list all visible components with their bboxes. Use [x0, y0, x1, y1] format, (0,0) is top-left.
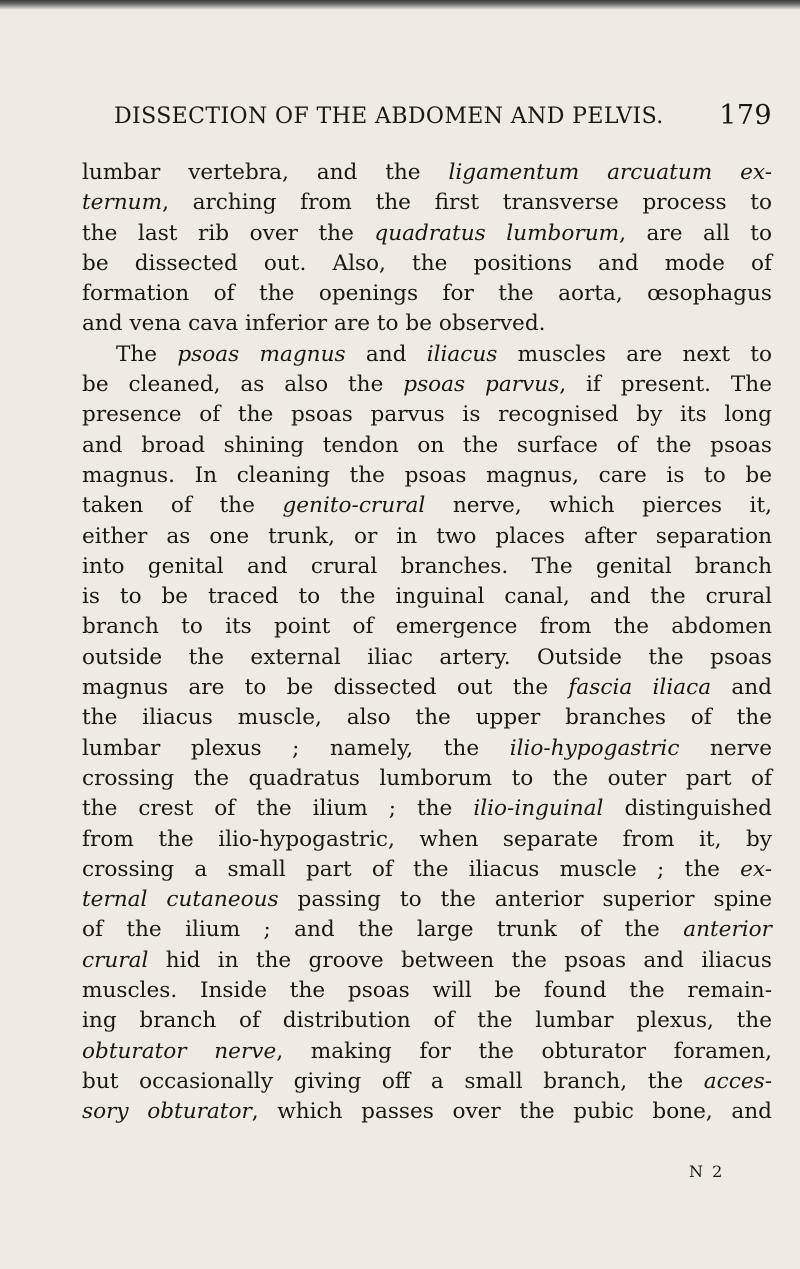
text-line: [82, 522, 772, 552]
text-run: presence of the psoas parvus is recognised by its long: [82, 402, 772, 428]
text-run: nerve: [679, 735, 772, 761]
italic-term: anterior: [683, 917, 772, 943]
scan-edge-shadow: [0, 0, 800, 10]
italic-term: quadratus lumborum: [374, 220, 620, 246]
text-line: [82, 279, 772, 309]
text-run: branch to its point of emergence from the abdomen: [82, 614, 772, 640]
text-run: is to be traced to the inguinal canal, and the crural: [82, 584, 772, 610]
italic-term: ligamentum arcuatum ex-: [448, 160, 773, 185]
text-line: [82, 825, 772, 855]
text-line: [82, 219, 772, 249]
italic-term: fascia iliaca: [568, 675, 712, 701]
text-run: The: [116, 341, 178, 367]
text-run: formation of the openings for the aorta, œsophagus: [82, 281, 772, 307]
italic-term: ilio-hypogastric: [509, 735, 680, 761]
text-line: [82, 552, 772, 582]
text-line: [82, 158, 772, 188]
text-line: [82, 885, 772, 915]
text-run: distinguished: [603, 796, 772, 822]
text-run: magnus. In cleaning the psoas magnus, care is to be: [82, 462, 772, 488]
text-line: [82, 1067, 772, 1097]
signature-mark: N 2: [689, 1162, 725, 1181]
text-run: crossing the quadratus lumborum to the outer part of: [82, 765, 772, 791]
text-run: magnus are to be dissected out the: [82, 675, 569, 701]
italic-term: sory obturator: [82, 1099, 252, 1125]
text-run: , which passes over the pubic bone, and: [251, 1099, 772, 1125]
text-line: [82, 461, 772, 491]
text-run: hid in the groove between the psoas and iliacus: [148, 947, 772, 973]
text-line: [82, 734, 772, 764]
body-text: [82, 158, 772, 1128]
text-line: [82, 946, 772, 976]
italic-term: ilio-inguinal: [473, 796, 604, 822]
italic-term: ex-: [740, 856, 772, 882]
text-run: and: [345, 341, 427, 367]
text-run: the iliacus muscle, also the upper branches of the: [82, 705, 772, 731]
text-run: the last rib over the: [82, 220, 375, 246]
text-line: [82, 915, 772, 945]
text-run: muscles. Inside the psoas will be found the remain-: [82, 978, 772, 1004]
page-number: 179: [719, 100, 772, 131]
italic-term: acces-: [703, 1068, 772, 1094]
running-head: [114, 100, 772, 134]
text-line: [82, 794, 772, 824]
text-line: [82, 400, 772, 430]
text-run: from the ilio-hypogastric, when separate from it, by: [82, 826, 772, 852]
text-run: muscles are next to: [497, 341, 772, 367]
text-line: [82, 976, 772, 1006]
text-run: but occasionally giving off a small branch, the: [82, 1068, 704, 1094]
text-line: [82, 764, 772, 794]
text-run: and broad shining tendon on the surface of the psoas: [82, 432, 772, 458]
italic-term: ternal cutaneous: [82, 887, 279, 913]
text-run: and: [711, 675, 772, 701]
text-line: [82, 582, 772, 612]
text-run: be cleaned, as also the: [82, 372, 404, 398]
text-run: , making for the obturator foramen,: [276, 1038, 772, 1064]
text-run: passing to the anterior superior spine: [278, 887, 773, 913]
text-run: crossing a small part of the iliacus muscle ; the: [82, 856, 741, 882]
italic-term: psoas parvus: [403, 372, 560, 398]
text-run: taken of the: [82, 493, 283, 519]
text-run: outside the external iliac artery. Outside the psoas: [82, 644, 772, 670]
text-line: [82, 643, 772, 673]
text-line: [82, 703, 772, 733]
text-run: , are all to: [619, 220, 772, 246]
text-run: and vena cava inferior are to be observed.: [82, 311, 546, 337]
italic-term: crural: [82, 947, 149, 973]
text-line: [82, 1006, 772, 1036]
text-run: the crest of the ilium ; the: [82, 796, 474, 822]
text-run: either as one trunk, or in two places after separation: [82, 523, 772, 549]
text-run: , arching from the first transverse process to: [162, 190, 772, 216]
text-line: [82, 188, 772, 218]
text-run: ing branch of distribution of the lumbar plexus, the: [82, 1008, 772, 1034]
text-run: of the ilium ; and the large trunk of the: [82, 917, 684, 943]
text-run: be dissected out. Also, the positions and mode of: [82, 250, 772, 276]
italic-term: genito-crural: [282, 493, 426, 519]
italic-term: iliacus: [426, 341, 498, 367]
text-line: [82, 249, 772, 279]
text-line: [82, 1037, 772, 1067]
text-line: [82, 1097, 772, 1127]
text-line: [82, 855, 772, 885]
text-line: [82, 431, 772, 461]
text-run: lumbar vertebra, and the: [82, 160, 449, 185]
text-run: , if present. The: [559, 372, 772, 398]
text-line: [82, 612, 772, 642]
text-run: nerve, which pierces it,: [425, 493, 772, 519]
text-line: [82, 340, 772, 370]
italic-term: psoas magnus: [177, 341, 346, 367]
text-line: [82, 370, 772, 400]
text-run: into genital and crural branches. The genital branch: [82, 553, 772, 579]
running-head-title: DISSECTION OF THE ABDOMEN AND PELVIS.: [114, 104, 664, 129]
italic-term: obturator nerve: [82, 1038, 277, 1064]
text-run: lumbar plexus ; namely, the: [82, 735, 510, 761]
text-line: [82, 491, 772, 521]
italic-term: ternum: [82, 190, 163, 216]
text-line: [82, 673, 772, 703]
text-line: [82, 309, 772, 339]
